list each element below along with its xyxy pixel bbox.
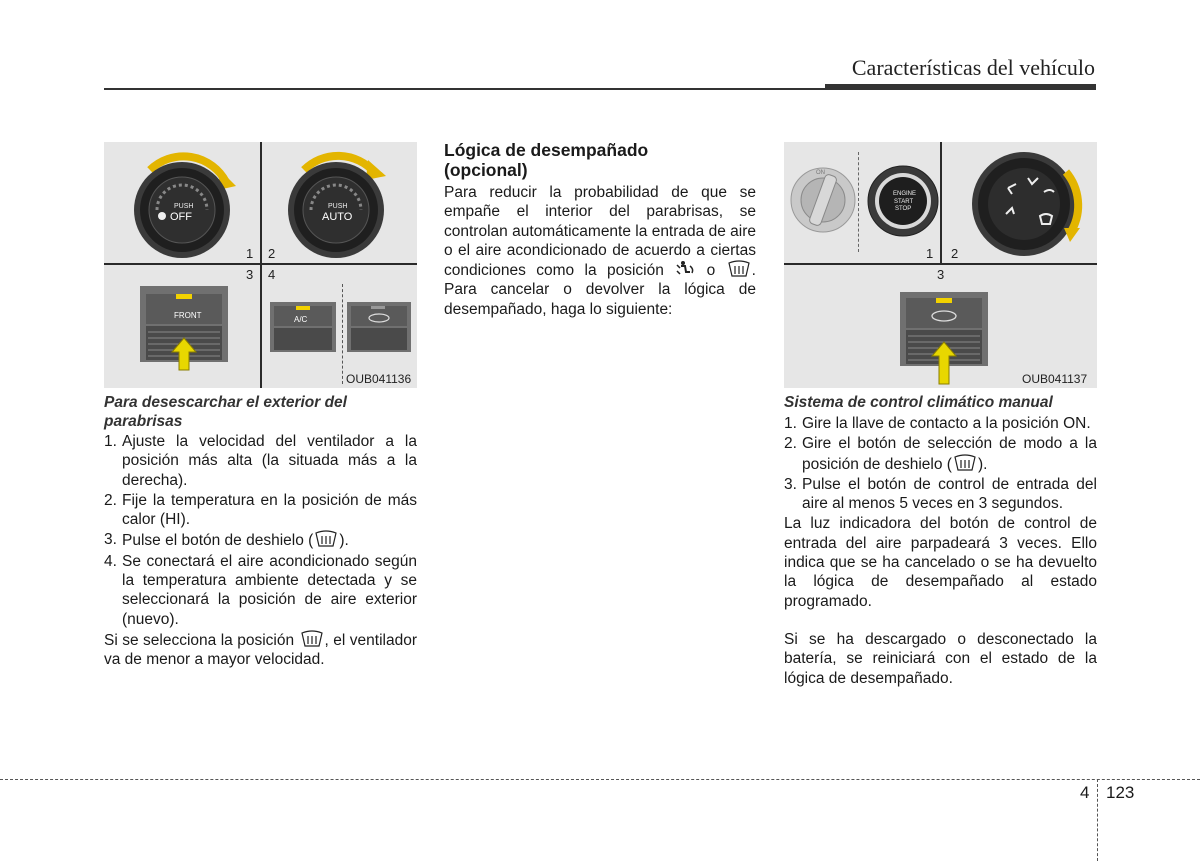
figure-label-3: 3 [937, 267, 945, 282]
figure-label-2: 2 [268, 246, 276, 261]
knob-auto-text: AUTO [322, 211, 353, 223]
ac-button-illustration [270, 302, 336, 354]
paragraph-text: o [706, 262, 716, 280]
middle-column [444, 140, 756, 319]
page-number: 123 [1106, 783, 1135, 802]
ac-button-label: A/C [294, 315, 308, 324]
section-heading [444, 140, 756, 180]
list-item [784, 434, 1097, 474]
start-button-line1: ENGINE [893, 191, 917, 197]
figure-code: OUB041137 [1022, 372, 1088, 386]
right-paragraph-1: La luz indicadora del botón de control de entrada del aire parpadeará 3 veces. Ello indica que se ha cancelado o se ha devuelto la lógica de desempañado al estado programado. [784, 515, 1097, 610]
header-title: Características del vehículo [851, 55, 1095, 80]
heading-line: Lógica de desempañado [444, 140, 649, 160]
recirculation-button-illustration [898, 292, 990, 386]
footer-divider [0, 779, 1200, 780]
figure-divider [260, 142, 262, 388]
list-item [104, 530, 417, 550]
right-caption: Sistema de control climático manual [784, 394, 1053, 411]
knob-off-text: OFF [170, 211, 192, 223]
figure-divider [940, 142, 942, 263]
left-column-text [104, 432, 417, 670]
step-number: 1. [104, 433, 117, 450]
step-text: Se conectará el aire acondicionado según la temperatura ambiente detectada y se seleccionará la posición de aire exterior (nuevo). [122, 552, 417, 628]
defrost-icon [726, 260, 752, 278]
footer-divider-vertical [1097, 779, 1098, 861]
figure-label-1: 1 [926, 246, 934, 261]
step-text: Pulse el botón de control de entrada del aire al menos 5 veces en 3 segundos. [802, 475, 1097, 513]
recirculation-button-illustration [347, 302, 411, 354]
figure-divider [784, 263, 1097, 265]
figure-right [784, 142, 1097, 388]
left-caption: Para desescarchar el exterior del parabrisas [104, 394, 347, 431]
ignition-key-illustration [788, 160, 858, 240]
figure-label-4: 4 [268, 267, 276, 282]
defrost-icon [299, 630, 325, 648]
mode-knob-illustration [968, 148, 1093, 263]
step-number: 2. [104, 491, 117, 509]
heading-line: (opcional) [444, 160, 528, 180]
step-number: 2. [784, 435, 797, 453]
step-number: 3. [784, 475, 797, 493]
step-text: ). [977, 455, 988, 473]
chapter-number: 4 [1080, 783, 1090, 802]
knob-push-text: PUSH [328, 203, 348, 210]
list-item [784, 475, 1097, 514]
figure-left [104, 142, 417, 388]
figure-label-3: 3 [246, 267, 254, 282]
left-paragraph [104, 630, 417, 670]
list-item [104, 432, 417, 490]
middle-paragraph [444, 183, 756, 319]
step-text: ). [339, 532, 349, 550]
paragraph-text: Si se selecciona la posición [104, 631, 295, 649]
figure-label-1: 1 [246, 246, 254, 261]
step-text: Gire la llave de contacto a la posición ON. [802, 415, 1091, 432]
paragraph-text: , el ventilador va de menor a mayor velocidad. [104, 631, 417, 669]
figure-divider-dashed [858, 152, 859, 252]
step-number: 1. [784, 415, 797, 432]
figure-divider-dashed [342, 284, 343, 384]
figure-label-2: 2 [951, 246, 959, 261]
start-button-line2: START [894, 199, 914, 205]
defrost-icon [313, 530, 339, 548]
figure-divider [104, 263, 417, 265]
temp-knob-illustration [276, 148, 406, 263]
figure-code: OUB041136 [346, 372, 412, 386]
step-number: 4. [104, 552, 117, 570]
right-column-text [784, 414, 1097, 688]
defrost-icon [952, 454, 978, 472]
engine-start-button-illustration [866, 164, 940, 238]
front-button-label: FRONT [174, 311, 202, 320]
step-number: 3. [104, 531, 117, 549]
fan-knob-illustration [122, 148, 252, 263]
step-text: Fije la temperatura en la posición de más calor (HI). [122, 491, 417, 529]
paragraph-text: Para reducir la probabilidad de que se empañe el interior del parabrisas, se controlan automáticamente la entrada de aire o el aire acondicionado de acuerdo a ciertas condiciones como la posición [444, 184, 756, 280]
right-steps-list [784, 414, 1097, 513]
right-paragraph-2: Si se ha descargado o desconectado la batería, se reiniciará con el estado de la lógica de desempañado. [784, 630, 1097, 687]
key-on-text: ON [816, 170, 825, 176]
knob-push-text: PUSH [174, 203, 194, 210]
front-defrost-button-illustration [138, 286, 230, 371]
step-text: Ajuste la velocidad del ventilador a la posición más alta (la situada más a la derecha). [122, 433, 417, 489]
start-button-line3: STOP [895, 206, 912, 212]
paragraph-text: . Para cancelar o devolver la lógica de desempañado, haga lo siguiente: [444, 262, 756, 318]
floor-defrost-icon [674, 260, 696, 278]
left-steps-list [104, 432, 417, 629]
list-item [784, 414, 1097, 433]
step-text: Gire el botón de selección de modo a la posición de deshielo ( [802, 435, 1097, 473]
step-text: Pulse el botón de deshielo ( [122, 532, 314, 550]
list-item [104, 491, 417, 530]
header-rule-accent [825, 84, 1096, 90]
list-item [104, 552, 417, 629]
